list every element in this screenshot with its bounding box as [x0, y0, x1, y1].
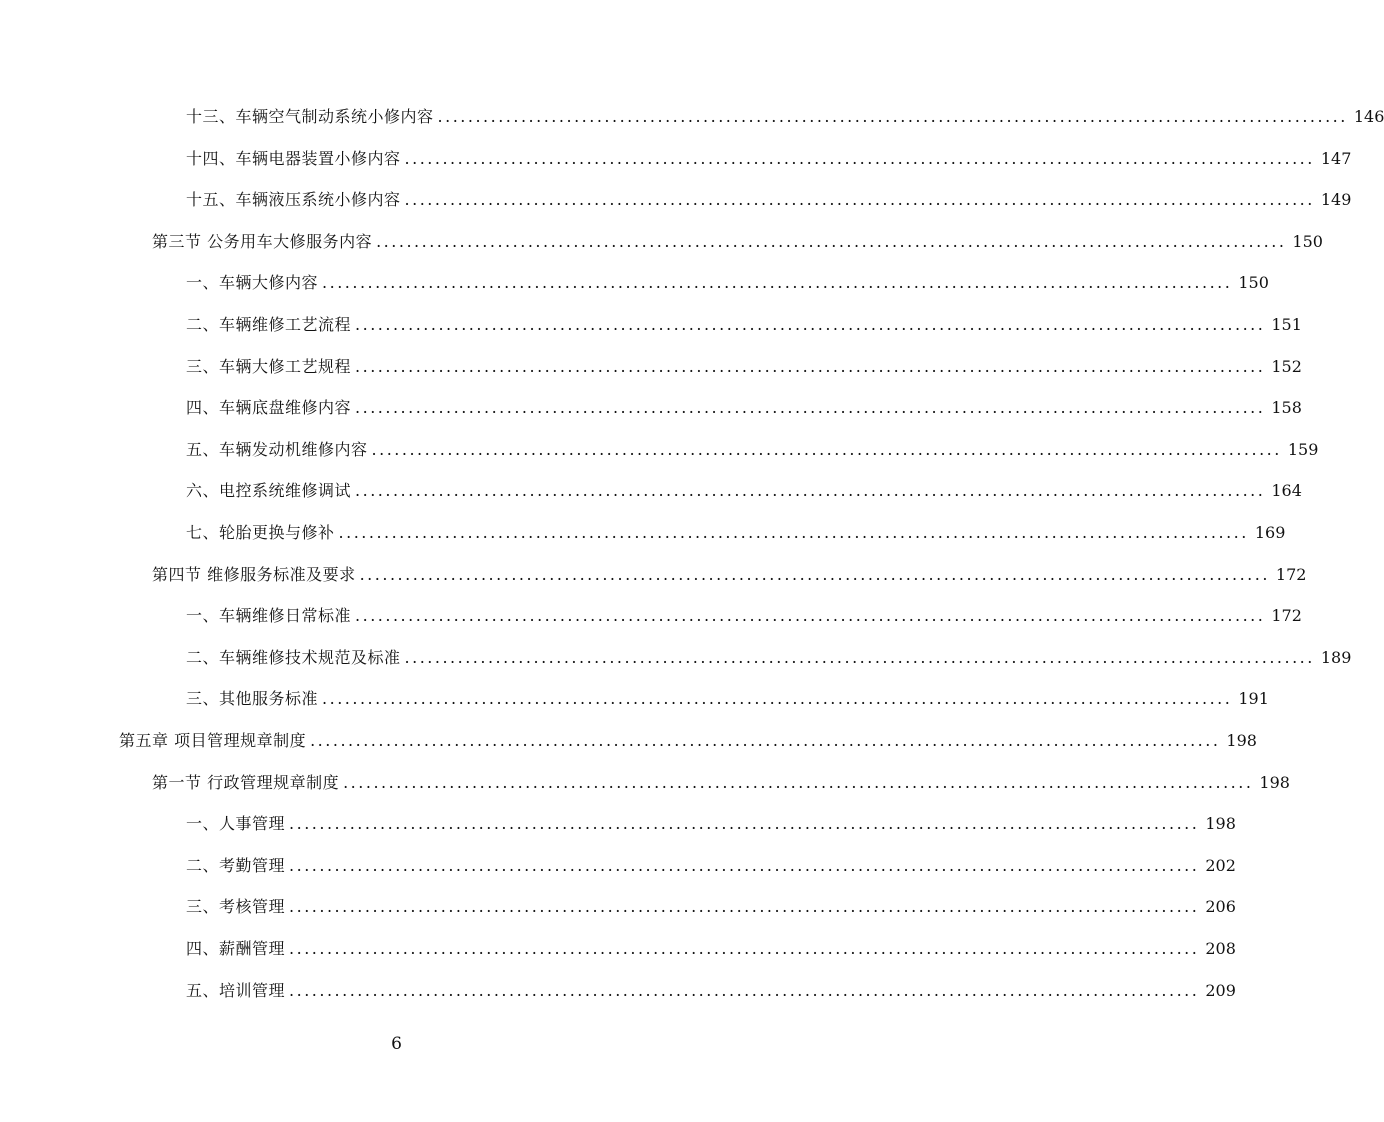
toc-entry-label: 十五、车辆液压系统小修内容	[186, 190, 401, 210]
toc-entry-item[interactable]	[186, 476, 1302, 506]
toc-entry-item[interactable]	[186, 393, 1302, 423]
toc-entry-label: 五、培训管理	[186, 980, 286, 1000]
toc-entry-item[interactable]	[186, 144, 1352, 174]
toc-entry-label: 第四节 维修服务标准及要求	[152, 564, 356, 584]
toc-entry-item[interactable]	[186, 809, 1236, 839]
toc-dot-leader: ........................................................................................................................	[371, 439, 1282, 459]
toc-entry-item[interactable]	[186, 310, 1302, 340]
toc-dot-leader: ........................................................................................................................	[322, 273, 1233, 293]
toc-entry-item[interactable]	[186, 102, 1384, 132]
toc-entry-label: 十三、车辆空气制动系统小修内容	[186, 107, 434, 126]
toc-entry-label: 十四、车辆电器装置小修内容	[186, 148, 401, 168]
toc-entry-label: 第五章 项目管理规章制度	[119, 731, 307, 750]
toc-entry-section[interactable]	[152, 227, 1323, 257]
toc-entry-item[interactable]	[186, 851, 1236, 881]
toc-dot-leader: ........................................................................................................................	[289, 855, 1200, 875]
toc-entry-page-number: 172	[1271, 606, 1302, 626]
toc-entry-label: 二、考勤管理	[186, 855, 286, 875]
toc-entry-label: 二、车辆维修工艺流程	[186, 315, 352, 334]
toc-entry-item[interactable]	[186, 601, 1302, 631]
toc-dot-leader: ........................................................................................................................	[322, 689, 1233, 709]
toc-entry-page-number: 189	[1320, 647, 1352, 667]
toc-entry-item[interactable]	[186, 934, 1236, 964]
toc-entry-page-number: 169	[1254, 523, 1286, 542]
toc-dot-leader: ........................................................................................................................	[437, 107, 1348, 126]
toc-dot-leader: ........................................................................................................................	[310, 731, 1221, 750]
toc-entry-label: 三、考核管理	[186, 897, 286, 917]
toc-dot-leader: ........................................................................................................................	[338, 523, 1249, 542]
toc-entry-page-number: 191	[1238, 689, 1269, 709]
toc-entry-item[interactable]	[186, 976, 1236, 1006]
toc-dot-leader: ........................................................................................................................	[355, 398, 1266, 418]
toc-entry-item[interactable]	[186, 643, 1352, 673]
toc-dot-leader: ........................................................................................................................	[355, 481, 1266, 501]
toc-entry-item[interactable]	[186, 518, 1286, 548]
toc-entry-label: 六、电控系统维修调试	[186, 481, 352, 501]
toc-entry-page-number: 146	[1353, 107, 1384, 126]
toc-entry-page-number: 152	[1271, 356, 1302, 376]
toc-dot-leader: ........................................................................................................................	[355, 315, 1266, 334]
toc-entry-item[interactable]	[186, 435, 1319, 465]
toc-dot-leader: ........................................................................................................................	[404, 647, 1315, 667]
toc-dot-leader: ........................................................................................................................	[404, 190, 1315, 210]
toc-dot-leader: ........................................................................................................................	[289, 897, 1200, 917]
toc-dot-leader: ........................................................................................................................	[355, 606, 1266, 626]
toc-entry-page-number: 164	[1271, 481, 1302, 501]
toc-dot-leader: ........................................................................................................................	[289, 939, 1200, 958]
toc-entry-page-number: 209	[1205, 980, 1236, 1000]
toc-entry-page-number: 158	[1271, 398, 1302, 418]
toc-entry-item[interactable]	[186, 268, 1269, 298]
toc-entry-page-number: 198	[1259, 772, 1290, 792]
toc-dot-leader: ........................................................................................................................	[289, 814, 1200, 834]
toc-entry-label: 一、车辆大修内容	[186, 273, 319, 293]
toc-entry-page-number: 206	[1205, 897, 1236, 917]
toc-entry-item[interactable]	[186, 352, 1302, 382]
toc-entry-page-number: 198	[1226, 731, 1257, 750]
toc-entry-label: 二、车辆维修技术规范及标准	[186, 647, 401, 667]
toc-entry-chapter[interactable]	[119, 726, 1257, 756]
toc-entry-page-number: 202	[1205, 855, 1236, 875]
toc-entry-page-number: 150	[1238, 273, 1269, 293]
toc-entry-label: 七、轮胎更换与修补	[186, 523, 335, 542]
toc-entry-page-number: 150	[1292, 231, 1323, 251]
toc-entry-label: 四、车辆底盘维修内容	[186, 398, 352, 418]
toc-dot-leader: ........................................................................................................................	[359, 564, 1270, 584]
toc-entry-label: 第一节 行政管理规章制度	[152, 772, 340, 792]
toc-entry-label: 五、车辆发动机维修内容	[186, 439, 368, 459]
toc-entry-page-number: 208	[1205, 939, 1236, 958]
toc-entry-label: 第三节 公务用车大修服务内容	[152, 231, 373, 251]
toc-entry-page-number: 151	[1271, 315, 1302, 334]
toc-entry-section[interactable]	[152, 768, 1290, 798]
toc-entry-label: 三、其他服务标准	[186, 689, 319, 709]
page-number: 6	[391, 1034, 402, 1054]
toc-entry-label: 三、车辆大修工艺规程	[186, 356, 352, 376]
toc-dot-leader: ........................................................................................................................	[376, 231, 1287, 251]
toc-entry-page-number: 198	[1205, 814, 1236, 834]
toc-entry-page-number: 172	[1275, 564, 1307, 584]
toc-entry-page-number: 147	[1320, 148, 1352, 168]
toc-dot-leader: ........................................................................................................................	[355, 356, 1266, 376]
toc-entry-item[interactable]	[186, 892, 1236, 922]
toc-entry-label: 一、人事管理	[186, 814, 286, 834]
toc-dot-leader: ........................................................................................................................	[404, 148, 1315, 168]
toc-entry-item[interactable]	[186, 684, 1269, 714]
toc-entry-label: 一、车辆维修日常标准	[186, 606, 352, 626]
toc-entry-label: 四、薪酬管理	[186, 939, 286, 958]
toc-dot-leader: ........................................................................................................................	[343, 772, 1254, 792]
toc-entry-item[interactable]	[186, 185, 1352, 215]
toc-entry-section[interactable]	[152, 560, 1307, 590]
toc-entry-page-number: 159	[1287, 439, 1319, 459]
toc-dot-leader: ........................................................................................................................	[289, 980, 1200, 1000]
toc-entry-page-number: 149	[1320, 190, 1352, 210]
